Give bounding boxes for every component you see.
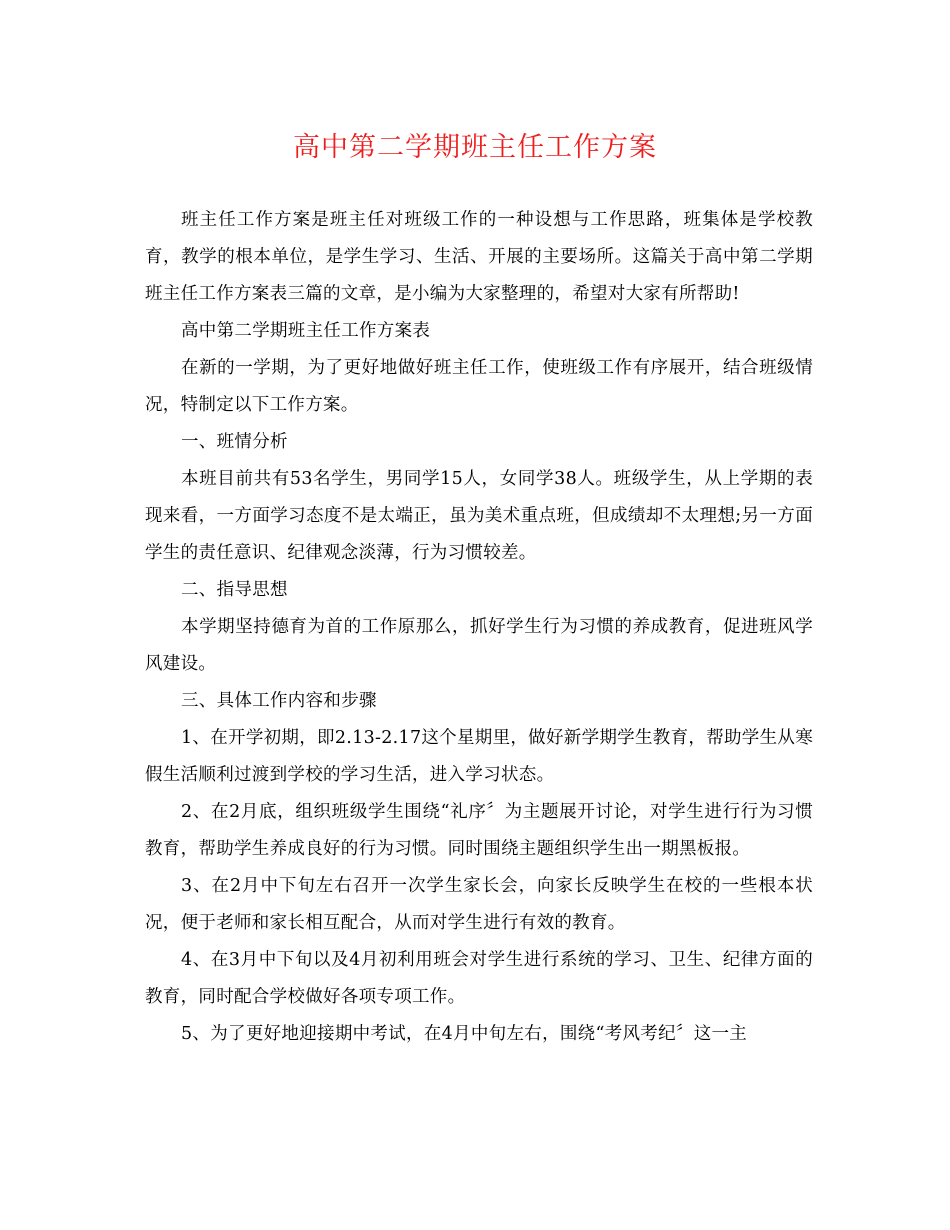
document-title: 高中第二学期班主任工作方案 bbox=[293, 132, 657, 163]
section-heading-guiding-thought: 二、指导思想 bbox=[181, 580, 288, 600]
paragraph-guiding-thought: 本学期坚持德育为首的工作原那么，抓好学生行为习惯的养成教育，促进班风学风建设。 bbox=[145, 617, 813, 674]
paragraph-subtitle: 高中第二学期班主任工作方案表 bbox=[181, 321, 431, 341]
list-item-step-1: 1、在开学初期，即2.13-2.17这个星期里，做好新学期学生教育，帮助学生从寒假生活顺利过渡到学校的学习生活，进入学习状态。 bbox=[145, 728, 813, 785]
list-item-step-2: 2、在2月底，组织班级学生围绕“礼序〞为主题展开讨论，对学生进行行为习惯教育，帮助学生养成良好的行为习惯。同时围绕主题组织学生出一期黑板报。 bbox=[145, 802, 813, 859]
list-item-step-3: 3、在2月中下旬左右召开一次学生家长会，向家长反映学生在校的一些根本状况，便于老师和家长相互配合，从而对学生进行有效的教育。 bbox=[145, 876, 813, 933]
paragraph-opening: 在新的一学期，为了更好地做好班主任工作，使班级工作有序展开，结合班级情况，特制定以下工作方案。 bbox=[145, 358, 813, 415]
list-item-step-5: 5、为了更好地迎接期中考试，在4月中旬左右，围绕“考风考纪〞这一主 bbox=[181, 1024, 748, 1044]
list-item-step-4: 4、在3月中下旬以及4月初利用班会对学生进行系统的学习、卫生、纪律方面的教育，同时配合学校做好各项专项工作。 bbox=[145, 950, 813, 1007]
section-heading-work-steps: 三、具体工作内容和步骤 bbox=[181, 691, 377, 711]
section-heading-class-analysis: 一、班情分析 bbox=[181, 432, 288, 452]
document-body bbox=[145, 202, 813, 1053]
paragraph-intro: 班主任工作方案是班主任对班级工作的一种设想与工作思路，班集体是学校教育，教学的根本单位，是学生学习、生活、开展的主要场所。这篇关于高中第二学期班主任工作方案表三篇的文章，是小编为大家整理的，希望对大家有所帮助! bbox=[145, 210, 813, 304]
paragraph-class-analysis: 本班目前共有53名学生，男同学15人，女同学38人。班级学生，从上学期的表现来看，一方面学习态度不是太端正，虽为美术重点班，但成绩却不太理想;另一方面学生的责任意识、纪律观念淡薄，行为习惯较差。 bbox=[145, 469, 813, 563]
